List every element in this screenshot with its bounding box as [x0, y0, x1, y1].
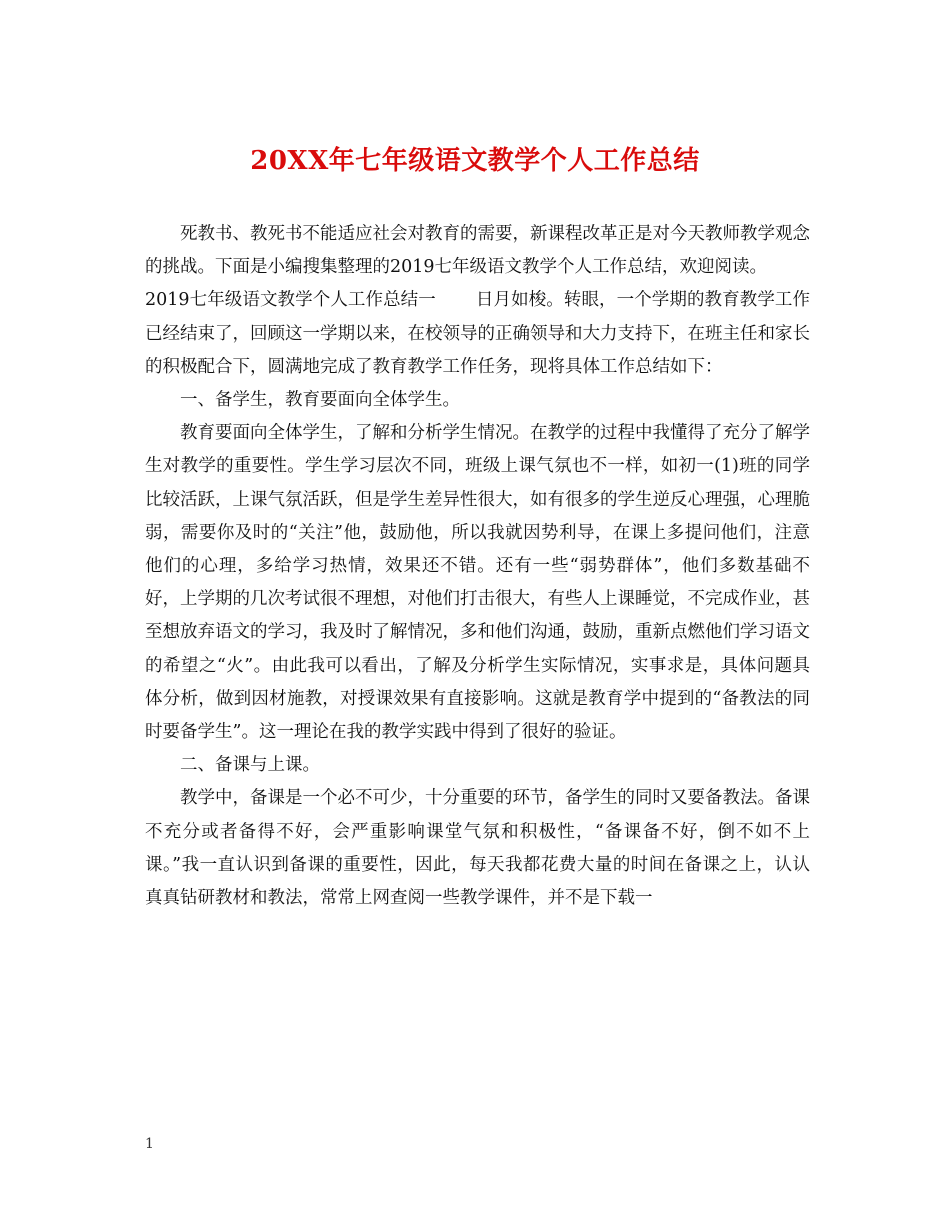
document-body — [145, 218, 810, 915]
intro-paragraph: 死教书、教死书不能适应社会对教育的需要，新课程改革正是对今天教师教学观念的挑战。下面是小编搜集整理的2019七年级语文教学个人工作总结，欢迎阅读。 — [145, 224, 810, 278]
section-paragraph-2: 教学中，备课是一个必不可少，十分重要的环节，备学生的同时又要备教法。备课不充分或者备得不好，会严重影响课堂气氛和积极性，“备课备不好，倒不如不上课。”我一直认识到备课的重要性，因此，每天我都花费大量的时间在备课之上，认认真真钻研教材和教法，常常上网查阅一些教学课件，并不是下载一 — [145, 788, 810, 909]
section-heading-1: 一、备学生，教育要面向全体学生。 — [180, 390, 460, 411]
summary-text: 日月如梭。转眼，一个学期的教育教学工作已经结束了，回顾这一学期以来，在校领导的正确领导和大力支持下，在班主任和家长的积极配合下，圆满地完成了教育教学工作任务，现将具体工作总结如下： — [145, 290, 810, 377]
page-number: 1 — [145, 1136, 154, 1152]
summary-paragraph — [145, 284, 810, 384]
summary-subtitle: 2019七年级语文教学个人工作总结一 — [145, 290, 436, 311]
section-paragraph-1: 教育要面向全体学生，了解和分析学生情况。在教学的过程中我懂得了充分了解学生对教学的重要性。学生学习层次不同，班级上课气氛也不一样，如初一(1)班的同学比较活跃，上课气氛活跃，但是学生差异性很大，如有很多的学生逆反心理强，心理脆弱，需要你及时的“关注”他，鼓励他，所以我就因势利导，在课上多提问他们，注意他们的心理，多给学习热情，效果还不错。还有一些“弱势群体”，他们多数基础不好，上学期的几次考试很不理想，对他们打击很大，有些人上课睡觉，不完成作业，甚至想放弃语文的学习，我及时了解情况，多和他们沟通，鼓励，重新点燃他们学习语文的希望之“火”。由此我可以看出，了解及分析学生实际情况，实事求是，具体问题具体分析，做到因材施教，对授课效果有直接影响。这就是教育学中提到的“备教法的同时要备学生”。这一理论在我的教学实践中得到了很好的验证。 — [145, 423, 810, 743]
document-title: 20XX年七年级语文教学个人工作总结 — [250, 146, 700, 176]
section-heading-2: 二、备课与上课。 — [180, 755, 320, 776]
